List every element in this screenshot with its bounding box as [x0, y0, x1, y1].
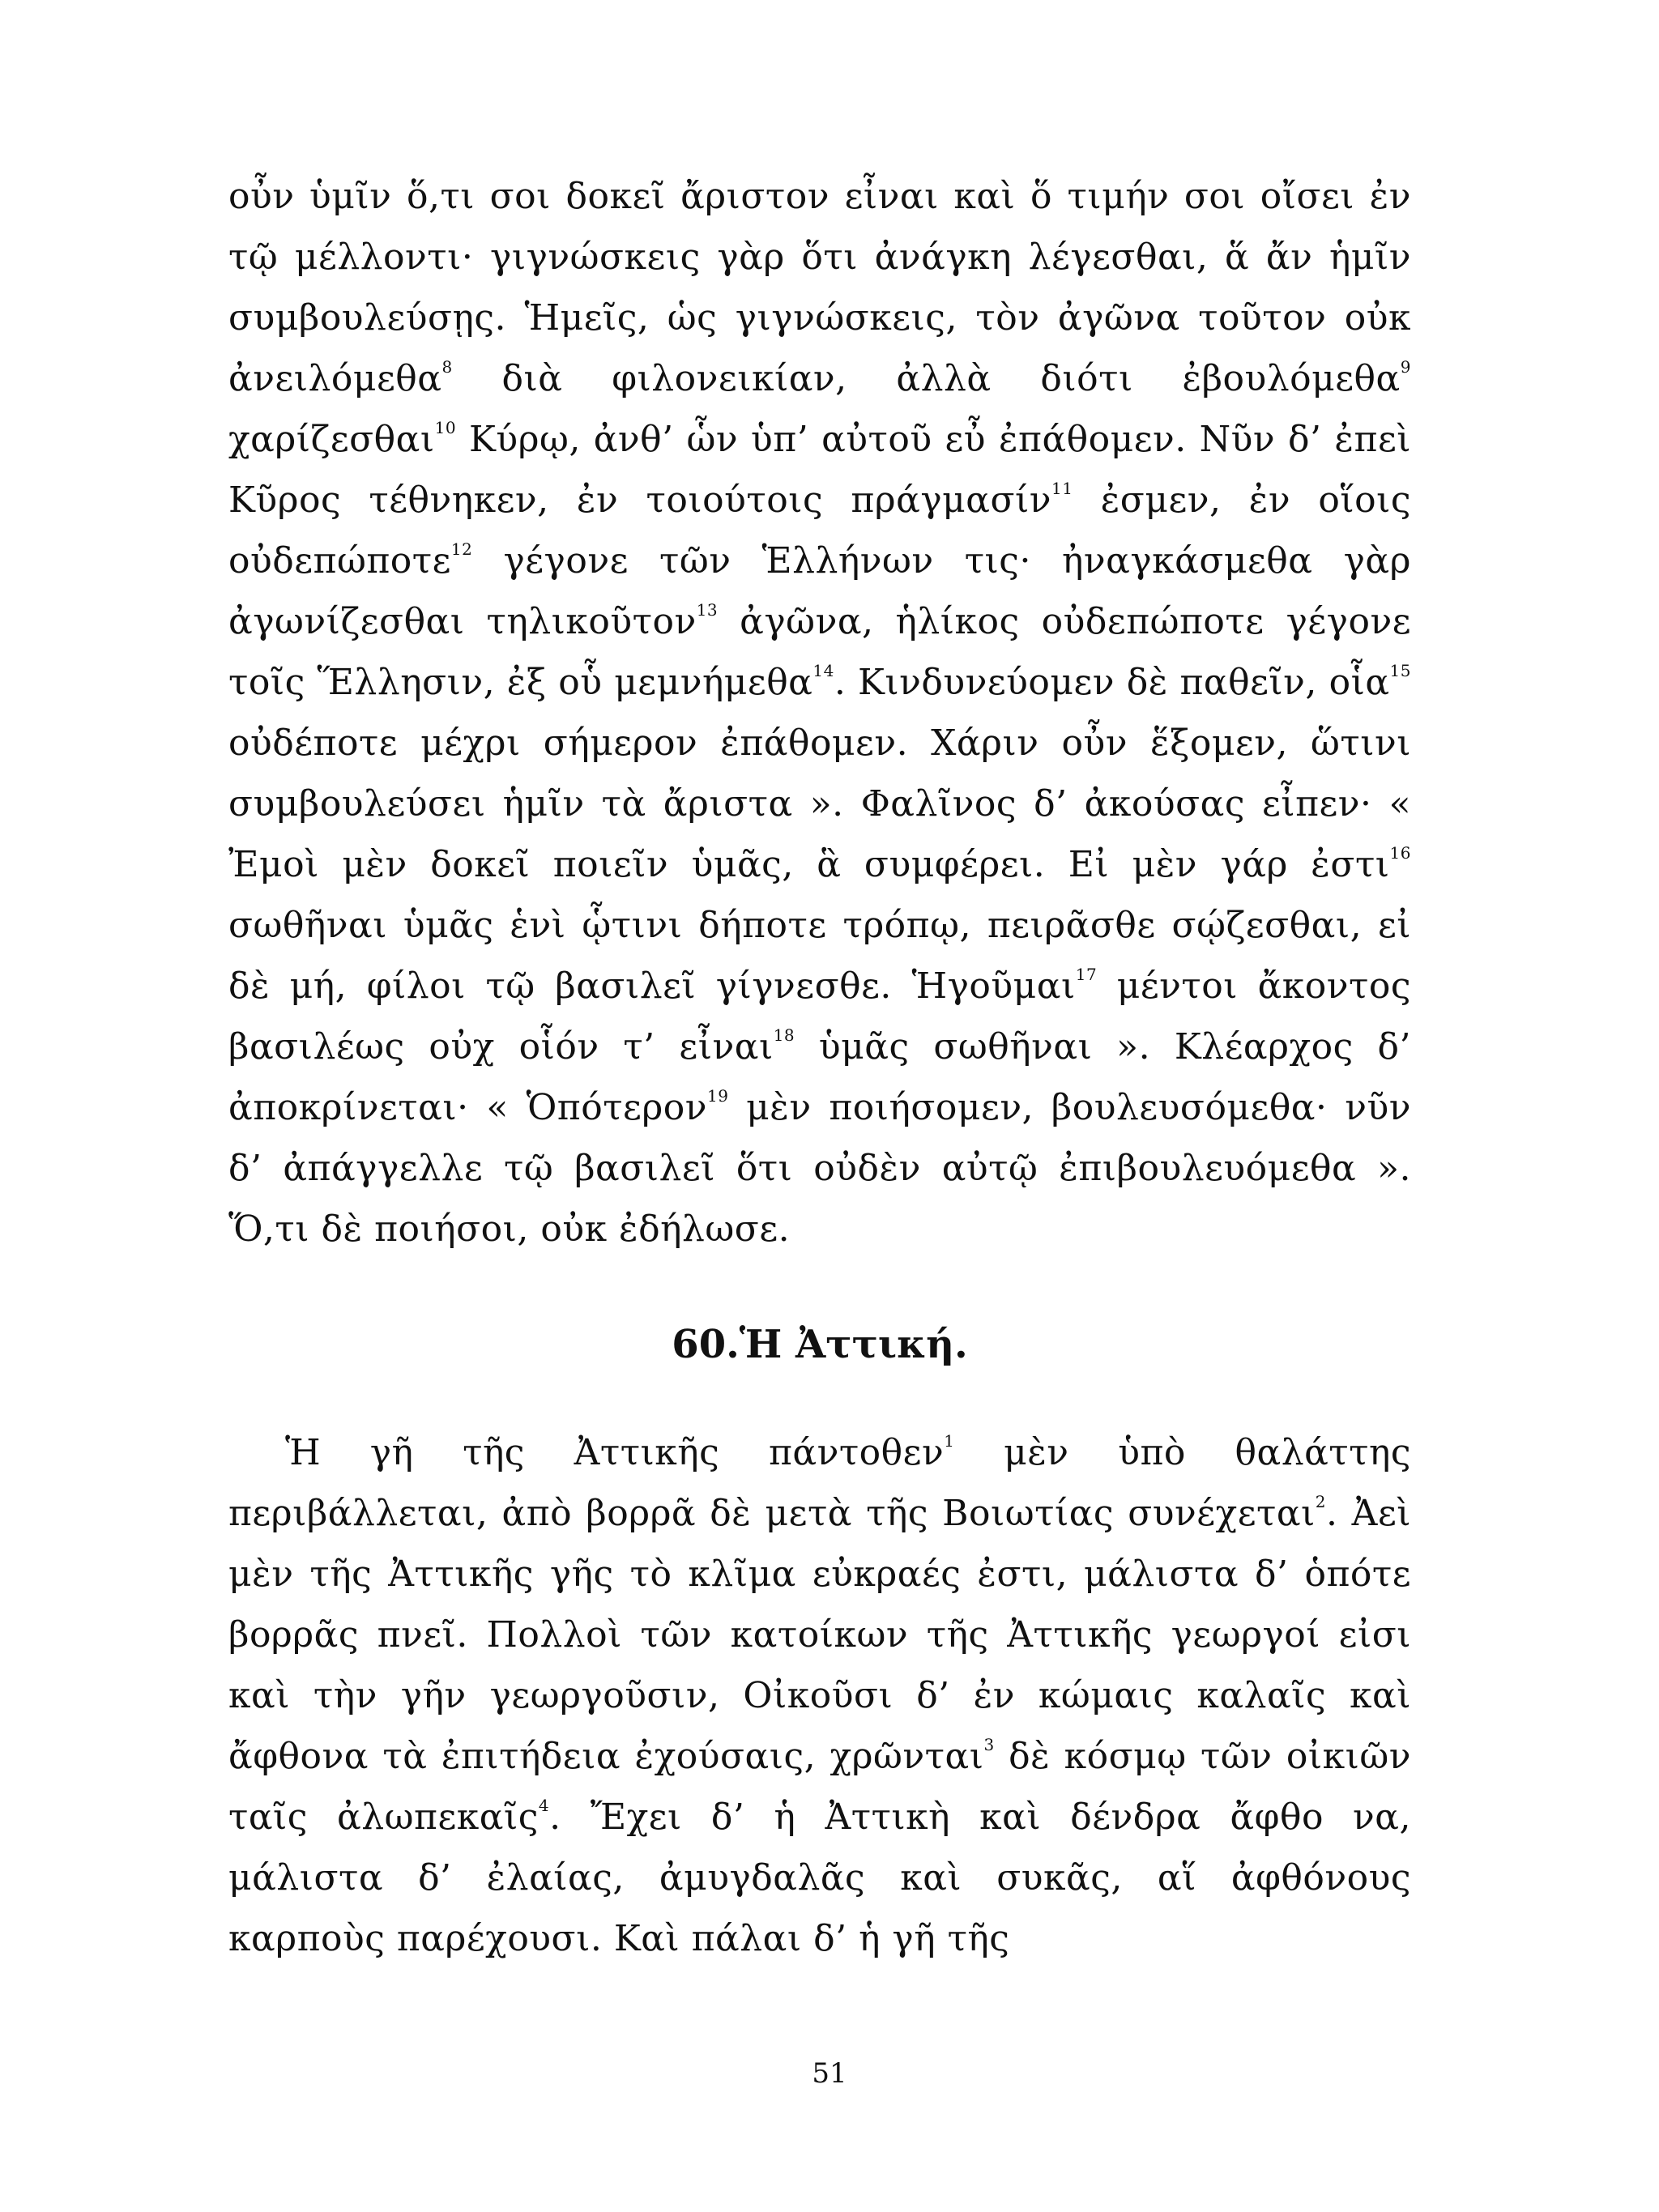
footnote-marker: 18	[773, 1025, 795, 1045]
text-run: ἐσμεν, ἐν οἵοις οὐδεπώποτε	[228, 479, 1411, 582]
footnote-marker: 2	[1315, 1492, 1327, 1511]
text-run: χαρίζεσθαι	[228, 419, 435, 460]
footnote-marker: 12	[450, 539, 473, 559]
paragraph-continued	[228, 166, 1411, 1259]
footnote-marker: 17	[1075, 965, 1098, 984]
text-run: μὲν ποιήσομεν, βουλευσόμεθα· νῦν δ’ ἀπάγγελλε τῷ βασιλεῖ ὅτι οὐδὲν αὐτῷ ἐπιβουλευόμεθα ». Ὅ,τι δὲ ποιήσοι, οὐκ ἐδήλωσε.	[228, 1087, 1412, 1250]
footnote-marker: 15	[1389, 661, 1411, 680]
text-block-top	[228, 166, 1411, 1259]
footnote-marker: 3	[983, 1735, 995, 1754]
text-run: . Κινδυνεύομεν δὲ παθεῖν, οἷα	[834, 662, 1390, 703]
text-run: . Ἀεὶ μὲν τῆς Ἀττικῆς γῆς τὸ κλῖμα εὐκραές ἐστι, μάλιστα δ’ ὁπότε βορρᾶς πνεῖ. Πολλοὶ τῶν κατοίκων τῆς Ἀττικῆς γεωργοί εἰσι καὶ τὴν γῆν γεωργοῦσιν, Οἰκοῦσι δ’ ἐν κώμαις καλαῖς καὶ ἄφθονα τὰ ἐπιτήδεια ἐχούσαις, χρῶνται	[228, 1493, 1411, 1777]
text-run: . Ἔχει δ’ ἡ Ἀττικὴ καὶ δένδρα ἄφθο να, μάλιστα δ’ ἐλαίας, ἀμυγδαλᾶς καὶ συκᾶς, αἵ ἀφθόνους καρποὺς παρέχουσι. Καὶ πάλαι δ’ ἡ γῆ τῆς	[228, 1796, 1412, 1959]
footnote-marker: 10	[434, 418, 457, 437]
paragraph	[228, 1422, 1411, 1969]
footnote-marker: 1	[944, 1431, 955, 1451]
text-run: μέντοι ἄκοντος βασιλέως οὐχ οἷόν τ’ εἶναι	[228, 965, 1411, 1068]
text-run: Κύρῳ, ἀνθ’ ὧν ὑπ’ αὐτοῦ εὖ ἐπάθομεν. Νῦν δ’ ἐπεὶ Κῦρος τέθνηκεν, ἐν τοιούτοις πράγμασίν	[228, 419, 1411, 521]
footnote-marker: 8	[441, 357, 453, 377]
footnote-marker: 13	[696, 600, 719, 620]
text-run: διὰ φιλονεικίαν, ἀλλὰ διότι ἐβουλόμεθα	[452, 358, 1401, 399]
text-run: οὐδέποτε μέχρι σήμερον ἐπάθομεν. Χάριν οὖν ἕξομεν, ὥτινι συμβουλεύσει ἡμῖν τὰ ἄριστα ». Φαλῖνος δ’ ἀκούσας εἶπεν· « Ἐμοὶ μὲν δοκεῖ ποιεῖν ὑμᾶς, ἃ συμφέρει. Εἰ μὲν γάρ ἐστι	[228, 722, 1411, 885]
text-run: μὲν ὑπὸ θαλάττης περιβάλλεται, ἀπὸ βορρᾶ δὲ μετὰ τῆς Βοιωτίας συνέχεται	[228, 1432, 1411, 1534]
page-number: 51	[812, 2057, 847, 2090]
text-run: οὖν ὑμῖν ὅ,τι σοι δοκεῖ ἄριστον εἶναι καὶ ὅ τιμήν σοι οἴσει ἐν τῷ μέλλοντι· γιγνώσκεις γὰρ ὅτι ἀνάγκη λέγεσθαι, ἅ ἄν ἡμῖν συμβουλεύσῃς. Ἡμεῖς, ὡς γιγνώσκεις, τὸν ἀγῶνα τοῦτον οὐκ ἀνειλόμεθα	[228, 176, 1411, 399]
text-run: δὲ κόσμῳ τῶν οἰκιῶν ταῖς ἀλωπεκαῖς	[228, 1736, 1411, 1838]
footnote-marker: 19	[706, 1086, 729, 1106]
text-run: γέγονε τῶν Ἑλλήνων τις· ἠναγκάσμεθα γὰρ ἀγωνίζεσθαι τηλικοῦτον	[228, 540, 1411, 642]
footnote-marker: 4	[538, 1796, 550, 1815]
text-run: ὑμᾶς σωθῆναι ». Κλέαρχος δ’ ἀποκρίνεται· « Ὁπότερον	[228, 1026, 1411, 1128]
footnote-marker: 11	[1051, 479, 1073, 498]
footnote-marker: 9	[1400, 357, 1411, 377]
footnote-marker: 14	[812, 661, 834, 680]
text-block-bottom	[228, 1422, 1411, 1969]
section-heading: 60.Ἡ Ἀττική.	[672, 1322, 968, 1367]
text-run: σωθῆναι ὑμᾶς ἑνὶ ᾧτινι δήποτε τρόπῳ, πειρᾶσθε σῴζεσθαι, εἰ δὲ μή, φίλοι τῷ βασιλεῖ γίγνεσθε. Ἡγοῦμαι	[228, 905, 1411, 1007]
footnote-marker: 16	[1389, 843, 1411, 863]
text-run: ἀγῶνα, ἡλίκος οὐδεπώποτε γέγονε τοῖς Ἕλλησιν, ἐξ οὗ μεμνήμεθα	[228, 601, 1411, 703]
text-run: Ἡ γῆ τῆς Ἀττικῆς πάντοθεν	[285, 1432, 945, 1473]
